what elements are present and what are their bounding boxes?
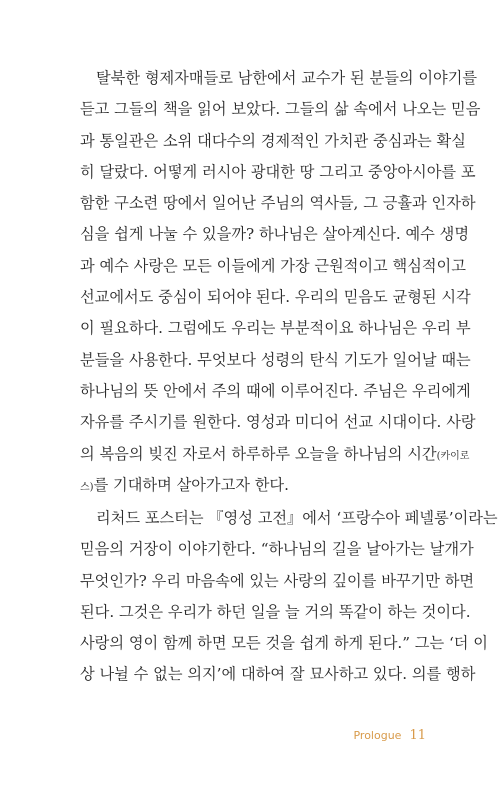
paragraph-2 [80, 503, 498, 691]
kairos-annotation-close: 스) [80, 481, 94, 493]
text-line: 자유를 주시기를 원한다. 영성과 미디어 선교 시대이다. 사랑 [80, 413, 476, 432]
text-line: 된다. 그것은 우리가 하던 일을 늘 거의 똑같이 하는 것이다. [80, 602, 471, 621]
text-line: 히 달랐다. 어떻게 러시아 광대한 땅 그리고 중앙아시아를 포 [80, 162, 476, 181]
text-line-segment: 의 복음의 빚진 자로서 하루하루 오늘을 하나님의 시간 [80, 444, 437, 463]
text-line: 과 통일관은 소위 대다수의 경제적인 가치관 중심과는 확실 [80, 131, 466, 150]
text-line: 이 필요하다. 그럼에도 우리는 부분적이요 하나님은 우리 부 [80, 319, 471, 338]
text-line: 듣고 그들의 책을 읽어 보았다. 그들의 삶 속에서 나오는 믿음 [80, 100, 481, 119]
text-line: 선교에서도 중심이 되어야 된다. 우리의 믿음도 균형된 시각 [80, 288, 471, 307]
text-line: 믿음의 거장이 이야기한다. “하나님의 길을 날아가는 날개가 [80, 540, 474, 559]
text-line [80, 439, 470, 470]
kairos-annotation-open: (카이로 [436, 450, 470, 462]
text-line: 분들을 사용한다. 무엇보다 성령의 탄식 기도가 일어날 때는 [80, 350, 471, 369]
paragraph-1 [80, 63, 481, 501]
text-line: 무엇인가? 우리 마음속에 있는 사랑의 깊이를 바꾸기만 하면 [80, 571, 475, 590]
text-line: 심을 쉽게 나눌 수 있을까? 하나님은 살아계신다. 예수 생명 [80, 225, 470, 244]
text-line: 리처드 포스터는 『영성 고전』에서 ‘프랑수아 페넬롱’이라는 [96, 509, 498, 527]
text-line: 함한 구소련 땅에서 일어난 주님의 역사들, 그 긍휼과 인자하 [80, 194, 476, 213]
text-line [80, 470, 428, 501]
text-line: 사랑의 영이 함께 하면 모든 것을 쉽게 하게 된다.” 그는 ‘더 이 [80, 634, 488, 653]
text-line-segment: 를 기대하며 살아가고자 한다. [93, 475, 289, 494]
text-line: 과 예수 사랑은 모든 이들에게 가장 근원적이고 핵심적이고 [80, 256, 466, 275]
text-line: 탈북한 형제자매들로 남한에서 교수가 된 분들의 이야기를 [96, 69, 478, 87]
text-line: 상 나뉠 수 없는 의지’에 대하여 잘 묘사하고 있다. 의를 행하 [80, 665, 476, 684]
section-label: Prologue [353, 729, 402, 742]
page-number: 11 [409, 728, 426, 743]
page-footer [353, 728, 426, 743]
text-line: 하나님의 뜻 안에서 주의 때에 이루어진다. 주님은 우리에게 [80, 381, 471, 400]
